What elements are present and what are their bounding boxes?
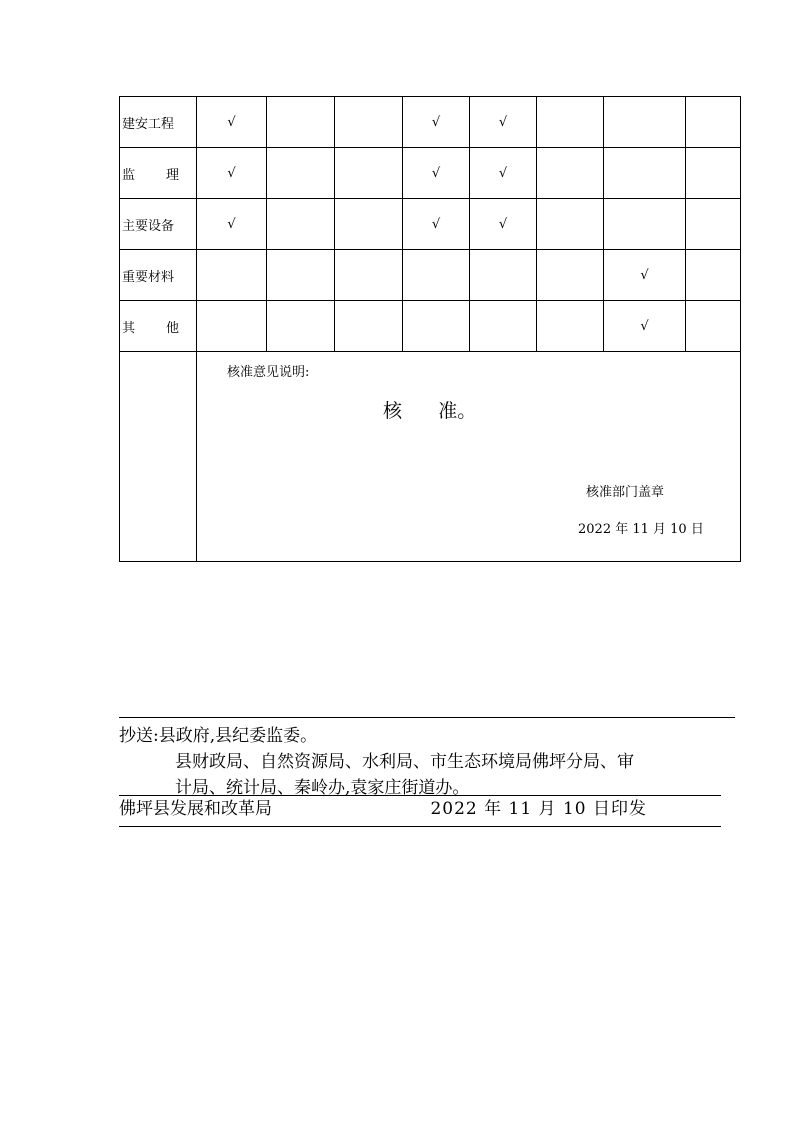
table-row bbox=[120, 148, 741, 199]
table-cell bbox=[604, 148, 686, 199]
distribution-line-3: 计局、统计局、秦岭办,袁家庄街道办。 bbox=[175, 778, 470, 798]
table-cell bbox=[537, 148, 604, 199]
table-cell bbox=[537, 97, 604, 148]
row-label: 重要材料 bbox=[122, 269, 175, 285]
distribution-line-1 bbox=[119, 723, 721, 749]
table-cell bbox=[267, 250, 335, 301]
check-mark-icon: √ bbox=[498, 216, 508, 232]
table-cell bbox=[335, 97, 403, 148]
opinion-cell bbox=[197, 352, 741, 562]
approval-table bbox=[119, 96, 741, 562]
table-cell bbox=[267, 301, 335, 352]
table-cell bbox=[686, 250, 741, 301]
stamp-label: 核准部门盖章 bbox=[586, 485, 665, 500]
check-mark-icon: √ bbox=[431, 165, 441, 181]
table-cell bbox=[197, 199, 267, 250]
table-cell bbox=[470, 301, 537, 352]
table-cell bbox=[470, 250, 537, 301]
table-cell bbox=[197, 250, 267, 301]
table-cell bbox=[470, 148, 537, 199]
table-cell bbox=[604, 301, 686, 352]
opinion-heading: 核准意见说明: bbox=[227, 365, 310, 380]
table-cell bbox=[604, 199, 686, 250]
opinion-row bbox=[120, 352, 741, 562]
table-cell bbox=[537, 199, 604, 250]
table-row bbox=[120, 250, 741, 301]
table-cell bbox=[335, 301, 403, 352]
table-cell bbox=[403, 148, 470, 199]
table-cell bbox=[537, 301, 604, 352]
table-cell bbox=[604, 250, 686, 301]
table-cell bbox=[403, 250, 470, 301]
check-mark-icon: √ bbox=[227, 114, 236, 130]
table-cell bbox=[403, 199, 470, 250]
opinion-text: 核 准。 bbox=[383, 400, 477, 422]
check-mark-icon: √ bbox=[431, 216, 441, 232]
table-cell bbox=[686, 148, 741, 199]
check-mark-icon: √ bbox=[227, 165, 236, 181]
distribution-block bbox=[119, 723, 721, 801]
table-cell bbox=[686, 301, 741, 352]
check-mark-icon: √ bbox=[640, 318, 649, 334]
row-label-cell bbox=[120, 199, 197, 250]
bottom-rule bbox=[119, 826, 721, 827]
table-cell bbox=[403, 301, 470, 352]
table-cell bbox=[686, 97, 741, 148]
table-cell bbox=[267, 148, 335, 199]
row-label: 主要设备 bbox=[122, 218, 175, 234]
check-mark-icon: √ bbox=[640, 267, 649, 283]
issuer-line bbox=[119, 796, 721, 822]
row-label-char: 理 bbox=[165, 167, 179, 183]
top-rule bbox=[119, 717, 735, 718]
row-label-char: 其 bbox=[122, 320, 136, 336]
check-mark-icon: √ bbox=[227, 216, 236, 232]
table-body bbox=[120, 97, 741, 352]
row-label-cell bbox=[120, 301, 197, 352]
row-label: 建安工程 bbox=[122, 116, 175, 132]
row-label-cell bbox=[120, 250, 197, 301]
table-cell bbox=[197, 148, 267, 199]
table-cell bbox=[335, 199, 403, 250]
opinion-label-cell bbox=[120, 352, 197, 562]
check-mark-icon: √ bbox=[431, 114, 441, 130]
row-label bbox=[122, 317, 179, 336]
table-cell bbox=[403, 97, 470, 148]
table-cell bbox=[197, 97, 267, 148]
issuer-name: 佛坪县发展和改革局 bbox=[119, 799, 272, 819]
table-cell bbox=[470, 199, 537, 250]
table-cell bbox=[686, 199, 741, 250]
distribution-prefix: 抄送: bbox=[119, 726, 159, 746]
check-mark-icon: √ bbox=[498, 114, 508, 130]
table-row bbox=[120, 97, 741, 148]
table-cell bbox=[197, 301, 267, 352]
distribution-recipients-1: 县政府,县纪委监委。 bbox=[158, 726, 318, 746]
table-cell bbox=[267, 199, 335, 250]
table-cell bbox=[267, 97, 335, 148]
table-cell bbox=[335, 148, 403, 199]
table-cell bbox=[604, 97, 686, 148]
row-label-cell bbox=[120, 97, 197, 148]
issue-date: 2022 年 11 月 10 日印发 bbox=[430, 799, 647, 819]
table-cell bbox=[537, 250, 604, 301]
table-row bbox=[120, 301, 741, 352]
distribution-line-2: 县财政局、自然资源局、水利局、市生态环境局佛坪分局、审 bbox=[175, 752, 634, 772]
row-label-cell bbox=[120, 148, 197, 199]
check-mark-icon: √ bbox=[498, 165, 508, 181]
table-row bbox=[120, 199, 741, 250]
approval-date: 2022 年 11 月 10 日 bbox=[578, 522, 704, 537]
row-label-char: 他 bbox=[165, 320, 179, 336]
table-cell bbox=[335, 250, 403, 301]
row-label bbox=[122, 164, 179, 183]
row-label-char: 监 bbox=[122, 167, 136, 183]
table-cell bbox=[470, 97, 537, 148]
